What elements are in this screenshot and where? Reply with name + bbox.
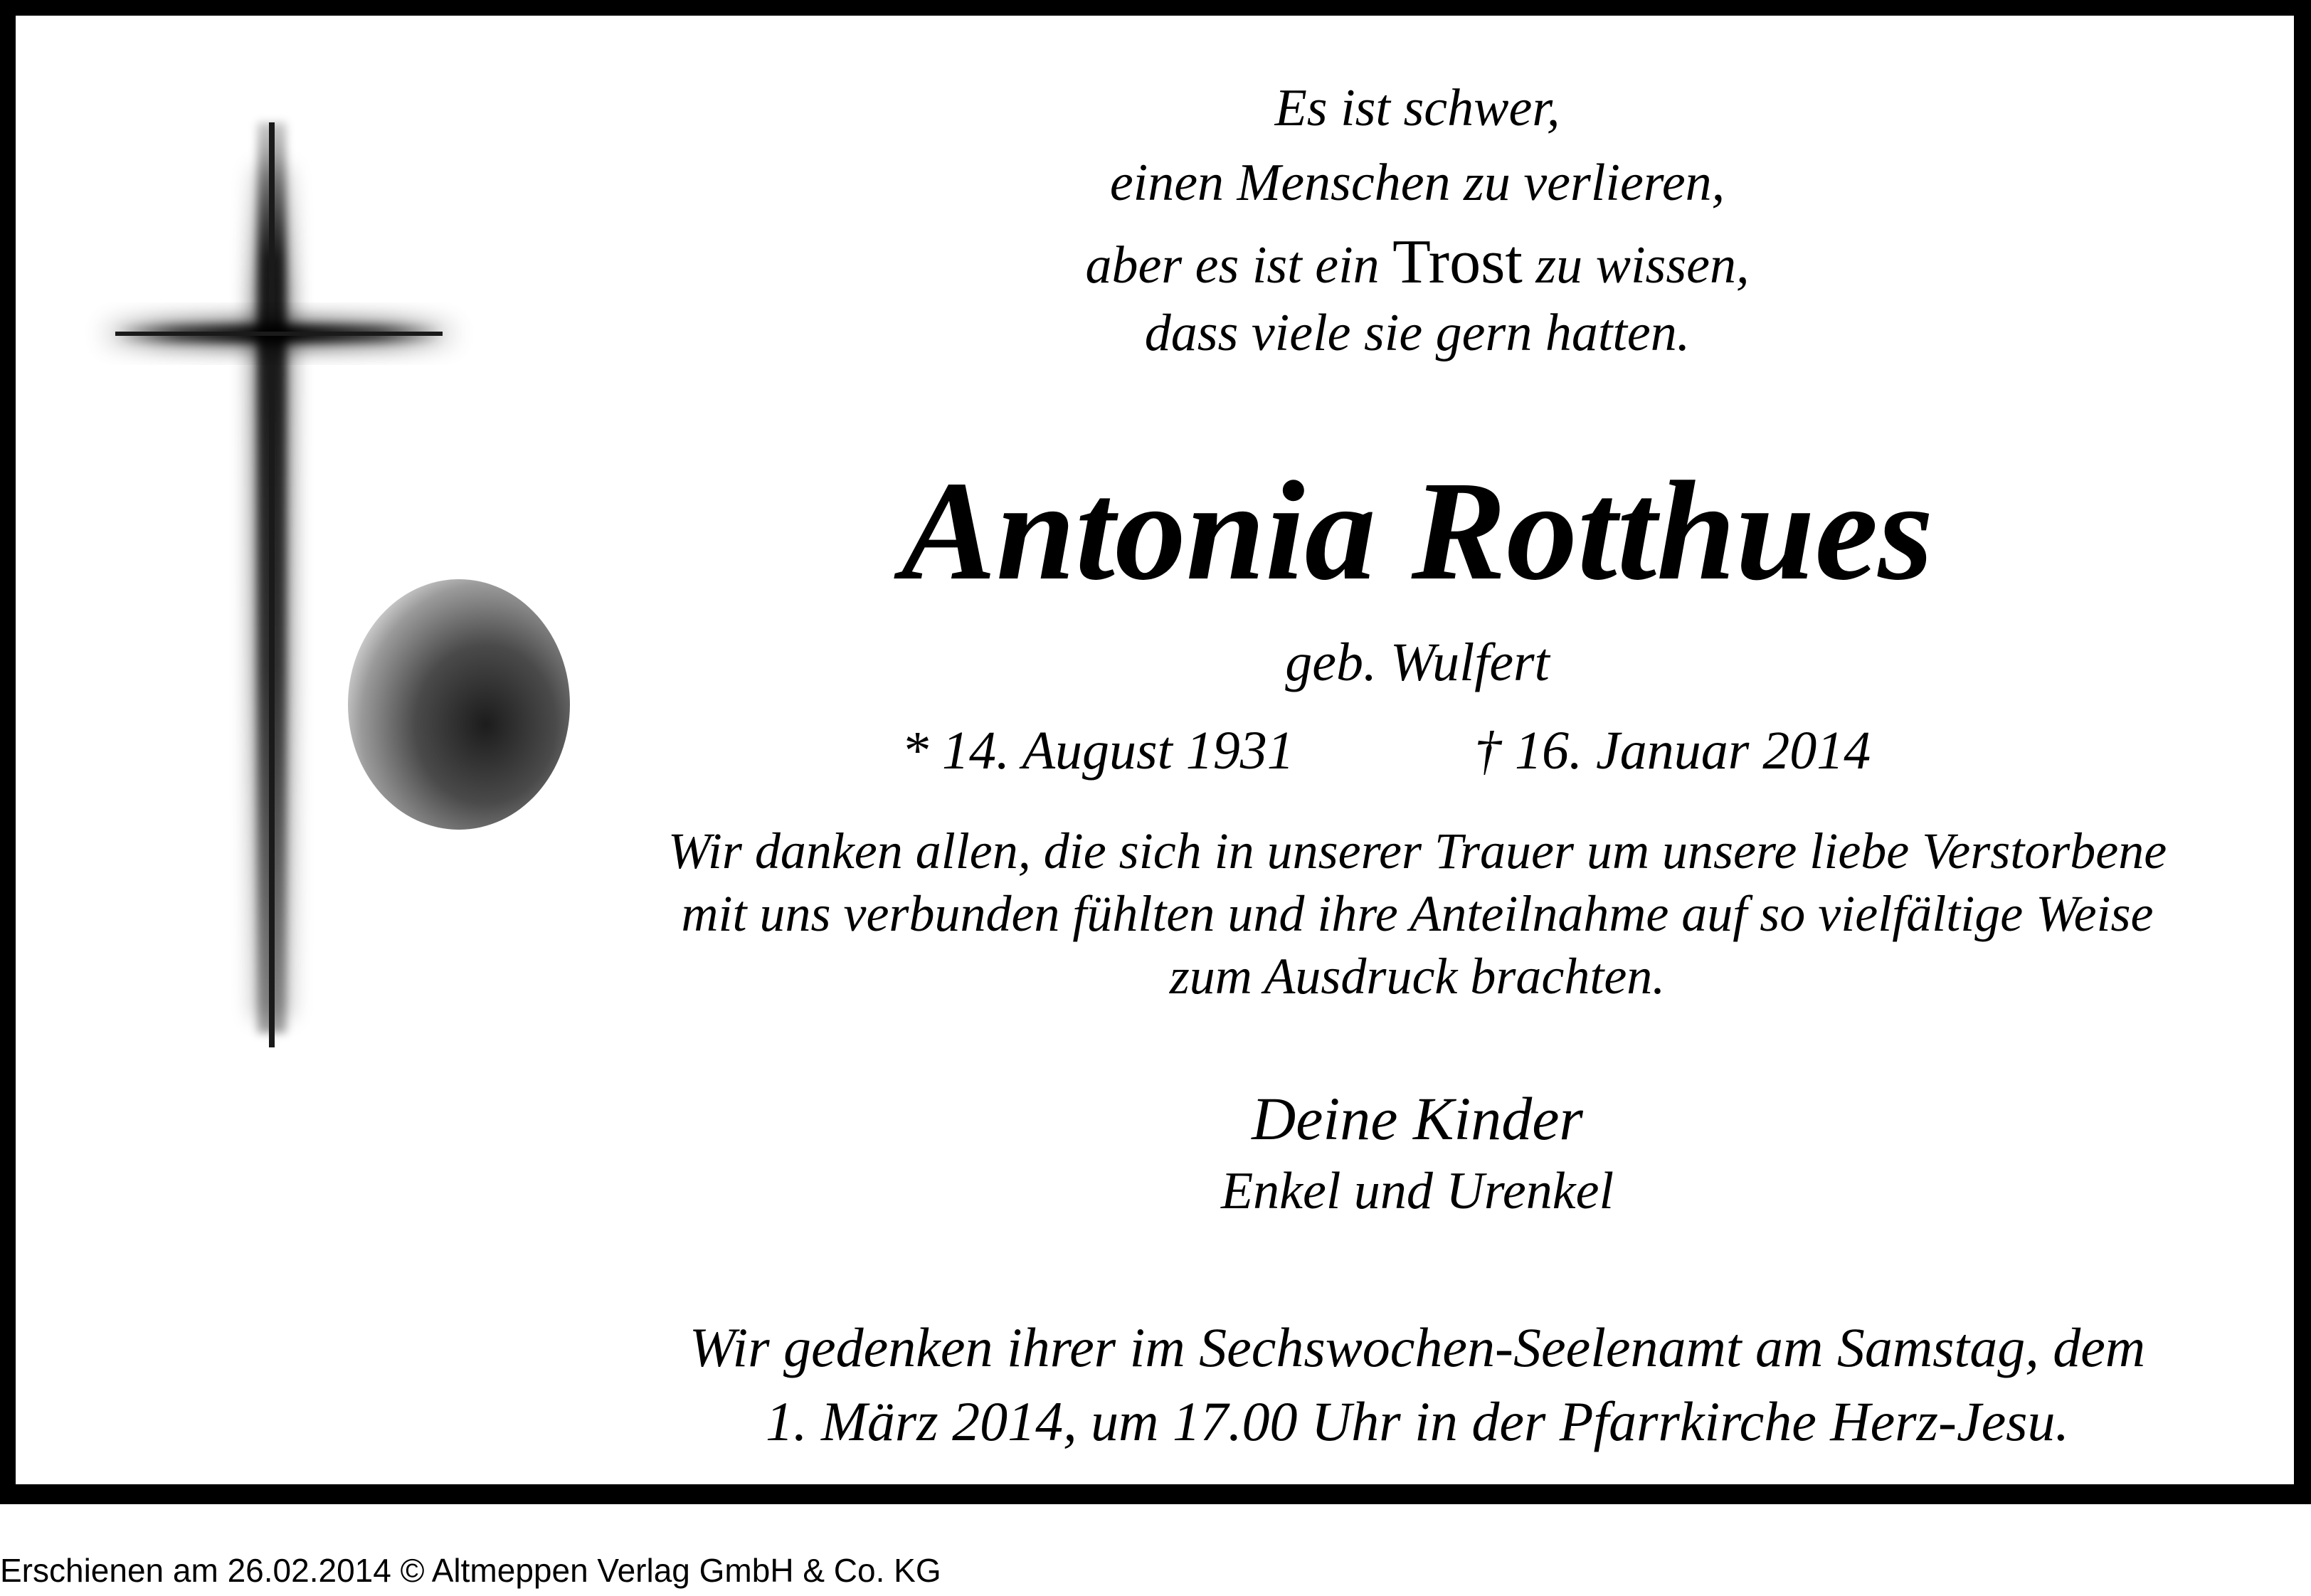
- maiden-name: geb. Wulfert: [1285, 633, 1550, 692]
- memorial-artwork-graphic: [37, 108, 620, 1104]
- thanks-line-2: mit uns verbunden fühlten und ihre Anteilnahme auf so vielfältige Weise: [681, 885, 2154, 942]
- deceased-name: Antonia Rotthues: [901, 453, 1934, 610]
- verse-line-3-end: zu wissen,: [1522, 236, 1750, 295]
- memorial-artwork: [37, 108, 620, 1104]
- verse-line-3-start: aber es ist ein: [1085, 236, 1393, 295]
- verse-line-1: Es ist schwer,: [1274, 79, 1560, 137]
- sphere-icon: [348, 579, 570, 830]
- publication-footer: Erschienen am 26.02.2014 © Altmeppen Verlag GmbH & Co. KG: [0, 1552, 941, 1589]
- verse-emphasis-word: Trost: [1392, 228, 1523, 297]
- verse-line-2: einen Menschen zu verlieren,: [1109, 154, 1725, 212]
- service-line-2: 1. März 2014, um 17.00 Uhr in der Pfarrkirche Herz-Jesu.: [765, 1390, 2070, 1452]
- family-signature: Deine Kinder: [1252, 1084, 1583, 1153]
- thanks-line-1: Wir danken allen, die sich in unserer Trauer um unsere liebe Verstorbene: [667, 823, 2167, 879]
- thanks-line-3: zum Ausdruck brachten.: [1169, 948, 1666, 1005]
- service-line-1: Wir gedenken ihrer im Sechswochen-Seelenamt am Samstag, dem: [689, 1316, 2146, 1378]
- birth-date: * 14. August 1931: [901, 721, 1294, 781]
- death-date: † 16. Januar 2014: [1474, 721, 1871, 781]
- verse-line-3: [585, 226, 2250, 298]
- family-extended: Enkel und Urenkel: [1220, 1162, 1614, 1220]
- verse-line-4: dass viele sie gern hatten.: [1144, 304, 1691, 362]
- cross-icon: [94, 122, 464, 1047]
